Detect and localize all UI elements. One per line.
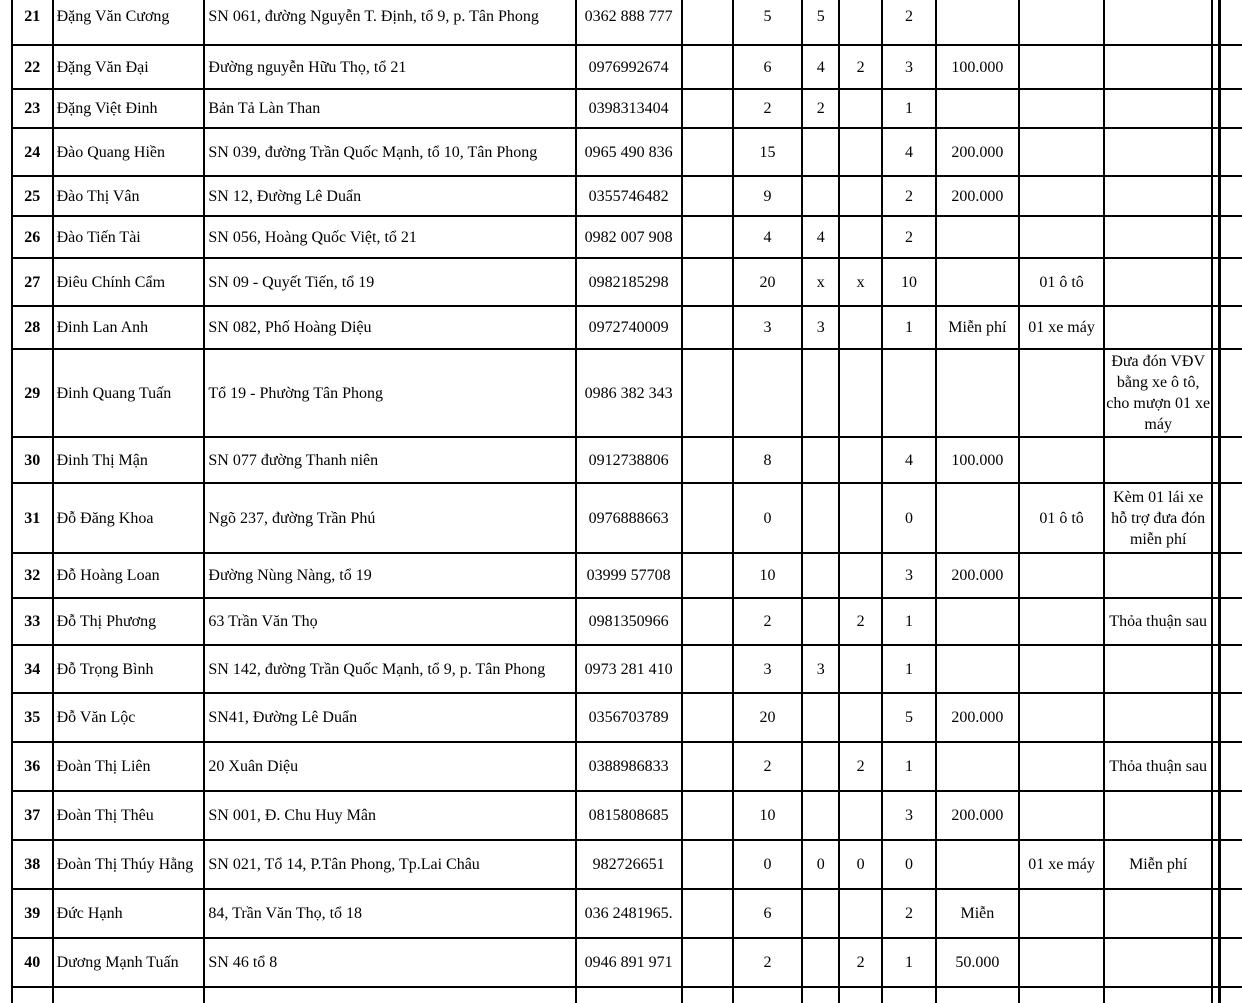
price-cell: 200.000: [936, 176, 1020, 216]
count-col-3-cell: 3: [802, 645, 839, 693]
address-cell: Ngõ 237, đường Trần Phú: [204, 483, 575, 553]
count-col-1-cell: [682, 598, 733, 645]
note-cell: [1104, 938, 1213, 987]
count-col-4-cell: [839, 128, 882, 176]
person-name-cell: Điêu Chính Cẩm: [53, 258, 205, 306]
count-col-2-cell: 3: [733, 306, 803, 349]
count-col-2-cell: [733, 987, 803, 1003]
address-cell: SN 039, đường Trần Quốc Mạnh, tổ 10, Tân Phong: [204, 128, 575, 176]
row-number-cell: 24: [12, 128, 53, 176]
count-col-2-cell: 5: [733, 0, 803, 45]
phone-number-cell: 03999 57708: [576, 553, 682, 598]
phone-number-cell: 0982185298: [576, 258, 682, 306]
count-col-3-cell: [802, 128, 839, 176]
extra-cell-cell: [1212, 306, 1242, 349]
row-number-cell: 29: [12, 349, 53, 437]
count-col-3-cell: [802, 987, 839, 1003]
vehicle-cell: [1019, 938, 1104, 987]
note-cell: [1104, 553, 1213, 598]
extra-cell-cell: [1212, 176, 1242, 216]
count-col-4-cell: 2: [839, 938, 882, 987]
row-number-cell: 35: [12, 693, 53, 742]
price-cell: [936, 598, 1020, 645]
address-cell: 63 Trần Văn Thọ: [204, 598, 575, 645]
address-cell: [204, 987, 575, 1003]
note-cell: [1104, 0, 1213, 45]
person-name-cell: Đoàn Thị Liên: [53, 742, 205, 791]
note-cell: [1104, 306, 1213, 349]
table-row: [12, 306, 1242, 349]
table-row: [12, 45, 1242, 89]
address-cell: SN 021, Tổ 14, P.Tân Phong, Tp.Lai Châu: [204, 840, 575, 889]
count-col-1-cell: [682, 645, 733, 693]
count-col-2-cell: 2: [733, 938, 803, 987]
vehicle-cell: [1019, 889, 1104, 938]
row-number-cell: 37: [12, 791, 53, 840]
table-row: [12, 128, 1242, 176]
table-row: [12, 0, 1242, 45]
extra-cell-cell: [1212, 216, 1242, 258]
count-col-1-cell: [682, 0, 733, 45]
person-name-cell: Đức Hạnh: [53, 889, 205, 938]
vehicle-cell: [1019, 45, 1104, 89]
vehicle-cell: [1019, 176, 1104, 216]
table-row: [12, 889, 1242, 938]
note-cell: Kèm 01 lái xe hỗ trợ đưa đón miễn phí: [1104, 483, 1213, 553]
table-row: [12, 791, 1242, 840]
row-number-cell: 33: [12, 598, 53, 645]
homestay-list-table: [11, 0, 1242, 1003]
count-col-5-cell: 4: [882, 128, 935, 176]
count-col-5-cell: 2: [882, 176, 935, 216]
extra-cell-cell: [1212, 349, 1242, 437]
count-col-3-cell: [802, 553, 839, 598]
extra-cell-cell: [1212, 645, 1242, 693]
count-col-3-cell: [802, 889, 839, 938]
phone-number-cell: 0976992674: [576, 45, 682, 89]
count-col-1-cell: [682, 791, 733, 840]
price-cell: [936, 840, 1020, 889]
count-col-4-cell: [839, 0, 882, 45]
count-col-5-cell: [882, 349, 935, 437]
note-cell: [1104, 645, 1213, 693]
vehicle-cell: [1019, 437, 1104, 483]
row-number-cell: 26: [12, 216, 53, 258]
person-name-cell: Đoàn Thị Thúy Hằng: [53, 840, 205, 889]
count-col-2-cell: 10: [733, 553, 803, 598]
row-number-cell: 36: [12, 742, 53, 791]
phone-number-cell: 0362 888 777: [576, 0, 682, 45]
price-cell: 200.000: [936, 128, 1020, 176]
note-cell: Miễn phí: [1104, 840, 1213, 889]
price-cell: [936, 987, 1020, 1003]
person-name-cell: Đỗ Đăng Khoa: [53, 483, 205, 553]
count-col-1-cell: [682, 742, 733, 791]
extra-cell-cell: [1212, 128, 1242, 176]
table-row: [12, 176, 1242, 216]
count-col-1-cell: [682, 176, 733, 216]
count-col-5-cell: 10: [882, 258, 935, 306]
count-col-5-cell: 5: [882, 693, 935, 742]
price-cell: [936, 89, 1020, 128]
count-col-1-cell: [682, 349, 733, 437]
count-col-5-cell: 1: [882, 938, 935, 987]
address-cell: 84, Trần Văn Thọ, tổ 18: [204, 889, 575, 938]
table-row: [12, 483, 1242, 553]
price-cell: 100.000: [936, 45, 1020, 89]
table-row: [12, 598, 1242, 645]
phone-number-cell: 0973 281 410: [576, 645, 682, 693]
price-cell: Miễn phí: [936, 306, 1020, 349]
count-col-3-cell: [802, 742, 839, 791]
count-col-4-cell: 2: [839, 598, 882, 645]
extra-cell-cell: [1212, 437, 1242, 483]
address-cell: SN 12, Đường Lê Duẩn: [204, 176, 575, 216]
count-col-4-cell: [839, 889, 882, 938]
count-col-2-cell: 0: [733, 840, 803, 889]
row-number-cell: 38: [12, 840, 53, 889]
price-cell: [936, 483, 1020, 553]
count-col-5-cell: 3: [882, 553, 935, 598]
extra-cell-cell: [1212, 45, 1242, 89]
row-number-cell: 27: [12, 258, 53, 306]
note-cell: [1104, 693, 1213, 742]
count-col-3-cell: [802, 483, 839, 553]
vehicle-cell: [1019, 0, 1104, 45]
price-cell: [936, 645, 1020, 693]
count-col-2-cell: 20: [733, 693, 803, 742]
price-cell: [936, 258, 1020, 306]
note-cell: Thỏa thuận sau: [1104, 598, 1213, 645]
count-col-2-cell: 6: [733, 889, 803, 938]
count-col-5-cell: 1: [882, 645, 935, 693]
count-col-3-cell: 0: [802, 840, 839, 889]
vehicle-cell: [1019, 553, 1104, 598]
count-col-4-cell: [839, 176, 882, 216]
person-name-cell: Đỗ Văn Lộc: [53, 693, 205, 742]
person-name-cell: Đặng Việt Đinh: [53, 89, 205, 128]
note-cell: [1104, 889, 1213, 938]
extra-cell-cell: [1212, 938, 1242, 987]
row-number-cell: 22: [12, 45, 53, 89]
note-cell: [1104, 258, 1213, 306]
row-number-cell: 31: [12, 483, 53, 553]
count-col-5-cell: 2: [882, 216, 935, 258]
count-col-4-cell: [839, 349, 882, 437]
vehicle-cell: [1019, 645, 1104, 693]
vehicle-cell: [1019, 349, 1104, 437]
count-col-3-cell: 3: [802, 306, 839, 349]
count-col-3-cell: [802, 349, 839, 437]
price-cell: 100.000: [936, 437, 1020, 483]
person-name-cell: Đỗ Hoàng Loan: [53, 553, 205, 598]
price-cell: 200.000: [936, 553, 1020, 598]
row-number-cell: 21: [12, 0, 53, 45]
person-name-cell: Đỗ Trọng Bình: [53, 645, 205, 693]
address-cell: SN 061, đường Nguyễn T. Định, tổ 9, p. Tân Phong: [204, 0, 575, 45]
phone-number-cell: 0965 490 836: [576, 128, 682, 176]
phone-number-cell: 0982 007 908: [576, 216, 682, 258]
person-name-cell: [53, 987, 205, 1003]
count-col-4-cell: 0: [839, 840, 882, 889]
extra-cell-cell: [1212, 0, 1242, 45]
person-name-cell: Đinh Lan Anh: [53, 306, 205, 349]
count-col-3-cell: [802, 938, 839, 987]
count-col-1-cell: [682, 693, 733, 742]
count-col-5-cell: 2: [882, 0, 935, 45]
note-cell: Thỏa thuận sau: [1104, 742, 1213, 791]
price-cell: 200.000: [936, 791, 1020, 840]
phone-number-cell: 982726651: [576, 840, 682, 889]
note-cell: Đưa đón VĐV bằng xe ô tô, cho mượn 01 xe máy: [1104, 349, 1213, 437]
count-col-4-cell: [839, 987, 882, 1003]
vehicle-cell: 01 xe máy: [1019, 306, 1104, 349]
count-col-1-cell: [682, 89, 733, 128]
address-cell: 20 Xuân Diệu: [204, 742, 575, 791]
count-col-3-cell: [802, 176, 839, 216]
phone-number-cell: 0356703789: [576, 693, 682, 742]
count-col-4-cell: [839, 645, 882, 693]
count-col-4-cell: [839, 89, 882, 128]
address-cell: SN 001, Đ. Chu Huy Mân: [204, 791, 575, 840]
count-col-1-cell: [682, 306, 733, 349]
price-cell: [936, 742, 1020, 791]
count-col-2-cell: 0: [733, 483, 803, 553]
address-cell: Đường Nùng Nàng, tổ 19: [204, 553, 575, 598]
table-row: [12, 645, 1242, 693]
extra-cell-cell: [1212, 89, 1242, 128]
count-col-2-cell: 2: [733, 89, 803, 128]
count-col-4-cell: [839, 306, 882, 349]
count-col-1-cell: [682, 128, 733, 176]
count-col-3-cell: 4: [802, 45, 839, 89]
phone-number-cell: 0976888663: [576, 483, 682, 553]
person-name-cell: Đinh Thị Mận: [53, 437, 205, 483]
address-cell: SN 077 đường Thanh niên: [204, 437, 575, 483]
count-col-5-cell: 2: [882, 889, 935, 938]
address-cell: Đường nguyễn Hữu Thọ, tổ 21: [204, 45, 575, 89]
count-col-4-cell: [839, 553, 882, 598]
vehicle-cell: [1019, 216, 1104, 258]
count-col-5-cell: 1: [882, 306, 935, 349]
count-col-1-cell: [682, 987, 733, 1003]
phone-number-cell: 0815808685: [576, 791, 682, 840]
price-cell: Miễn: [936, 889, 1020, 938]
note-cell: [1104, 128, 1213, 176]
table-row-partial: [12, 987, 1242, 1003]
vehicle-cell: [1019, 987, 1104, 1003]
note-cell: [1104, 987, 1213, 1003]
vehicle-cell: 01 xe máy: [1019, 840, 1104, 889]
address-cell: Tổ 19 - Phường Tân Phong: [204, 349, 575, 437]
count-col-1-cell: [682, 437, 733, 483]
phone-number-cell: 0912738806: [576, 437, 682, 483]
extra-cell-cell: [1212, 483, 1242, 553]
row-number-cell: 25: [12, 176, 53, 216]
count-col-2-cell: 6: [733, 45, 803, 89]
vehicle-cell: 01 ô tô: [1019, 258, 1104, 306]
phone-number-cell: 0388986833: [576, 742, 682, 791]
count-col-1-cell: [682, 258, 733, 306]
address-cell: SN 142, đường Trần Quốc Mạnh, tổ 9, p. Tân Phong: [204, 645, 575, 693]
table-row: [12, 840, 1242, 889]
address-cell: SN41, Đường Lê Duẩn: [204, 693, 575, 742]
price-cell: [936, 216, 1020, 258]
count-col-1-cell: [682, 840, 733, 889]
count-col-3-cell: 5: [802, 0, 839, 45]
price-cell: [936, 349, 1020, 437]
price-cell: 50.000: [936, 938, 1020, 987]
extra-cell-cell: [1212, 553, 1242, 598]
row-number-cell: 28: [12, 306, 53, 349]
count-col-2-cell: 10: [733, 791, 803, 840]
row-number-cell: [12, 987, 53, 1003]
count-col-2-cell: 15: [733, 128, 803, 176]
table-row: [12, 742, 1242, 791]
count-col-5-cell: 4: [882, 437, 935, 483]
table-body: [12, 0, 1242, 1003]
note-cell: [1104, 89, 1213, 128]
person-name-cell: Đào Quang Hiền: [53, 128, 205, 176]
vehicle-cell: [1019, 742, 1104, 791]
count-col-3-cell: [802, 437, 839, 483]
count-col-1-cell: [682, 889, 733, 938]
count-col-2-cell: [733, 349, 803, 437]
phone-number-cell: 0986 382 343: [576, 349, 682, 437]
vehicle-cell: [1019, 89, 1104, 128]
person-name-cell: Đặng Văn Đại: [53, 45, 205, 89]
phone-number-cell: [576, 987, 682, 1003]
count-col-3-cell: [802, 791, 839, 840]
count-col-5-cell: 1: [882, 89, 935, 128]
count-col-1-cell: [682, 553, 733, 598]
count-col-4-cell: 2: [839, 742, 882, 791]
count-col-5-cell: 3: [882, 791, 935, 840]
count-col-2-cell: 2: [733, 742, 803, 791]
count-col-5-cell: [882, 987, 935, 1003]
person-name-cell: Đỗ Thị Phương: [53, 598, 205, 645]
row-number-cell: 30: [12, 437, 53, 483]
count-col-4-cell: x: [839, 258, 882, 306]
count-col-2-cell: 8: [733, 437, 803, 483]
note-cell: [1104, 437, 1213, 483]
count-col-3-cell: [802, 693, 839, 742]
count-col-5-cell: 0: [882, 483, 935, 553]
phone-number-cell: 0355746482: [576, 176, 682, 216]
count-col-5-cell: 1: [882, 598, 935, 645]
note-cell: [1104, 791, 1213, 840]
phone-number-cell: 0398313404: [576, 89, 682, 128]
table-row: [12, 349, 1242, 437]
count-col-4-cell: [839, 483, 882, 553]
count-col-2-cell: 9: [733, 176, 803, 216]
table-row: [12, 553, 1242, 598]
vehicle-cell: [1019, 598, 1104, 645]
count-col-1-cell: [682, 45, 733, 89]
vehicle-cell: [1019, 128, 1104, 176]
count-col-3-cell: x: [802, 258, 839, 306]
count-col-5-cell: 0: [882, 840, 935, 889]
vehicle-cell: [1019, 791, 1104, 840]
count-col-4-cell: 2: [839, 45, 882, 89]
count-col-5-cell: 3: [882, 45, 935, 89]
row-number-cell: 34: [12, 645, 53, 693]
extra-cell-cell: [1212, 742, 1242, 791]
count-col-4-cell: [839, 791, 882, 840]
count-col-3-cell: 2: [802, 89, 839, 128]
note-cell: [1104, 216, 1213, 258]
price-cell: [936, 0, 1020, 45]
row-number-cell: 39: [12, 889, 53, 938]
address-cell: Bản Tả Làn Than: [204, 89, 575, 128]
count-col-2-cell: 20: [733, 258, 803, 306]
table-row: [12, 89, 1242, 128]
person-name-cell: Đoàn Thị Thêu: [53, 791, 205, 840]
count-col-2-cell: 2: [733, 598, 803, 645]
table-row: [12, 437, 1242, 483]
count-col-2-cell: 4: [733, 216, 803, 258]
count-col-4-cell: [839, 216, 882, 258]
address-cell: SN 056, Hoàng Quốc Việt, tổ 21: [204, 216, 575, 258]
address-cell: SN 082, Phố Hoàng Diệu: [204, 306, 575, 349]
count-col-4-cell: [839, 437, 882, 483]
address-cell: SN 46 tổ 8: [204, 938, 575, 987]
vehicle-cell: 01 ô tô: [1019, 483, 1104, 553]
person-name-cell: Dương Mạnh Tuấn: [53, 938, 205, 987]
count-col-1-cell: [682, 938, 733, 987]
row-number-cell: 32: [12, 553, 53, 598]
address-cell: SN 09 - Quyết Tiến, tổ 19: [204, 258, 575, 306]
count-col-4-cell: [839, 693, 882, 742]
count-col-3-cell: [802, 598, 839, 645]
extra-cell-cell: [1212, 693, 1242, 742]
person-name-cell: Đào Tiến Tài: [53, 216, 205, 258]
count-col-2-cell: 3: [733, 645, 803, 693]
count-col-1-cell: [682, 216, 733, 258]
row-number-cell: 23: [12, 89, 53, 128]
person-name-cell: Đặng Văn Cương: [53, 0, 205, 45]
person-name-cell: Đinh Quang Tuấn: [53, 349, 205, 437]
extra-cell-cell: [1212, 840, 1242, 889]
row-number-cell: 40: [12, 938, 53, 987]
extra-cell-cell: [1212, 791, 1242, 840]
note-cell: [1104, 45, 1213, 89]
count-col-5-cell: 1: [882, 742, 935, 791]
note-cell: [1104, 176, 1213, 216]
vehicle-cell: [1019, 693, 1104, 742]
table-right-border: [1218, 0, 1221, 1003]
phone-number-cell: 0972740009: [576, 306, 682, 349]
extra-cell-cell: [1212, 987, 1242, 1003]
table-row: [12, 938, 1242, 987]
table-row: [12, 258, 1242, 306]
phone-number-cell: 0981350966: [576, 598, 682, 645]
count-col-3-cell: 4: [802, 216, 839, 258]
extra-cell-cell: [1212, 598, 1242, 645]
phone-number-cell: 0946 891 971: [576, 938, 682, 987]
phone-number-cell: 036 2481965.: [576, 889, 682, 938]
extra-cell-cell: [1212, 258, 1242, 306]
count-col-1-cell: [682, 483, 733, 553]
table-row: [12, 693, 1242, 742]
table-row: [12, 216, 1242, 258]
price-cell: 200.000: [936, 693, 1020, 742]
extra-cell-cell: [1212, 889, 1242, 938]
person-name-cell: Đào Thị Vân: [53, 176, 205, 216]
